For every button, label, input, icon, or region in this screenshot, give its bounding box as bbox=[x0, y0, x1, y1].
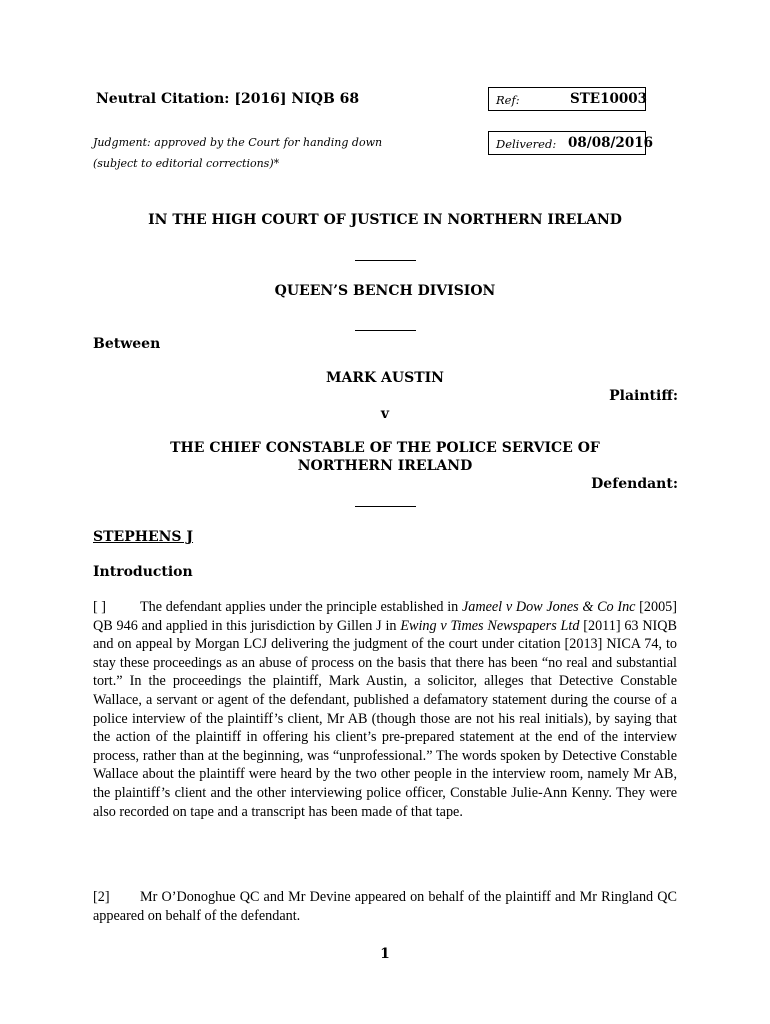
paragraph-text: The defendant applies under the principle established in bbox=[140, 599, 462, 615]
judgment-note-line1: Judgment: approved by the Court for handing down bbox=[93, 136, 383, 149]
case-citation: Jameel v Dow Jones & Co Inc bbox=[461, 599, 636, 615]
defendant-role: Defendant: bbox=[591, 476, 678, 492]
divider-3 bbox=[355, 506, 416, 507]
defendant-name-line1: THE CHIEF CONSTABLE OF THE POLICE SERVICE OF bbox=[170, 440, 600, 456]
plaintiff-role: Plaintiff: bbox=[609, 388, 678, 404]
divider-2 bbox=[355, 330, 416, 331]
judge-name: STEPHENS J bbox=[93, 529, 194, 545]
page-number: 1 bbox=[380, 946, 390, 962]
case-citation: Ewing v Times Newspapers Ltd bbox=[400, 617, 580, 634]
section-heading: Introduction bbox=[93, 564, 193, 580]
paragraph-1 bbox=[93, 598, 677, 821]
ref-box bbox=[488, 87, 646, 111]
plaintiff-name: MARK AUSTIN bbox=[326, 370, 444, 386]
divider-1 bbox=[355, 260, 416, 261]
paragraph-number: [2] bbox=[93, 889, 110, 905]
court-name: IN THE HIGH COURT OF JUSTICE IN NORTHERN IRELAND bbox=[148, 212, 622, 228]
paragraph-text: [2011] 63 NIQB and on appeal by Morgan LCJ delivering the judgment of the court under citation [2013] NICA 74, to stay these proceedings as an abuse of process on the basis that there has been “no real and substantial tort.” In the proceedings the plaintiff, Mark Austin, a solicitor, alleges that Detective Constable Wallace, a servant or agent of the defendant, published a defamatory statement during the course of a police interview of the plaintiff’s client, Mr AB (though those are not his real initials), by saying that the action of the plaintiff in offering his client’s pre-prepared statement at the end of the interview process, rather than at the beginning, was “unprofessional.” The words spoken by Detective Constable Wallace about the plaintiff were heard by the two other people in the interview room, namely Mr AB, the plaintiff’s client and the other interviewing police officer, Constable Julie-Ann Kenny. They were also recorded on tape and a transcript has been made of that tape. bbox=[93, 617, 677, 820]
neutral-citation: Neutral Citation: [2016] NIQB 68 bbox=[96, 91, 360, 107]
ref-value: STE10003 bbox=[570, 91, 648, 107]
ref-label: Ref: bbox=[496, 93, 520, 107]
delivered-box bbox=[488, 131, 654, 155]
court-division: QUEEN’S BENCH DIVISION bbox=[274, 283, 496, 299]
delivered-label: Delivered: bbox=[496, 137, 557, 151]
versus: v bbox=[380, 406, 390, 422]
paragraph-text: [2005] QB 946 and applied in this jurisdiction by Gillen J in bbox=[93, 599, 677, 634]
judgment-note-line2: (subject to editorial corrections)* bbox=[93, 157, 280, 170]
paragraph-2 bbox=[93, 888, 677, 925]
delivered-value: 08/08/2016 bbox=[568, 135, 654, 151]
paragraph-number: [ ] bbox=[93, 599, 106, 615]
between-label: Between bbox=[93, 336, 161, 352]
paragraph-text: Mr O’Donoghue QC and Mr Devine appeared on behalf of the plaintiff and Mr Ringland QC appeared on behalf of the defendant. bbox=[93, 889, 677, 924]
defendant-name-line2: NORTHERN IRELAND bbox=[297, 458, 473, 474]
